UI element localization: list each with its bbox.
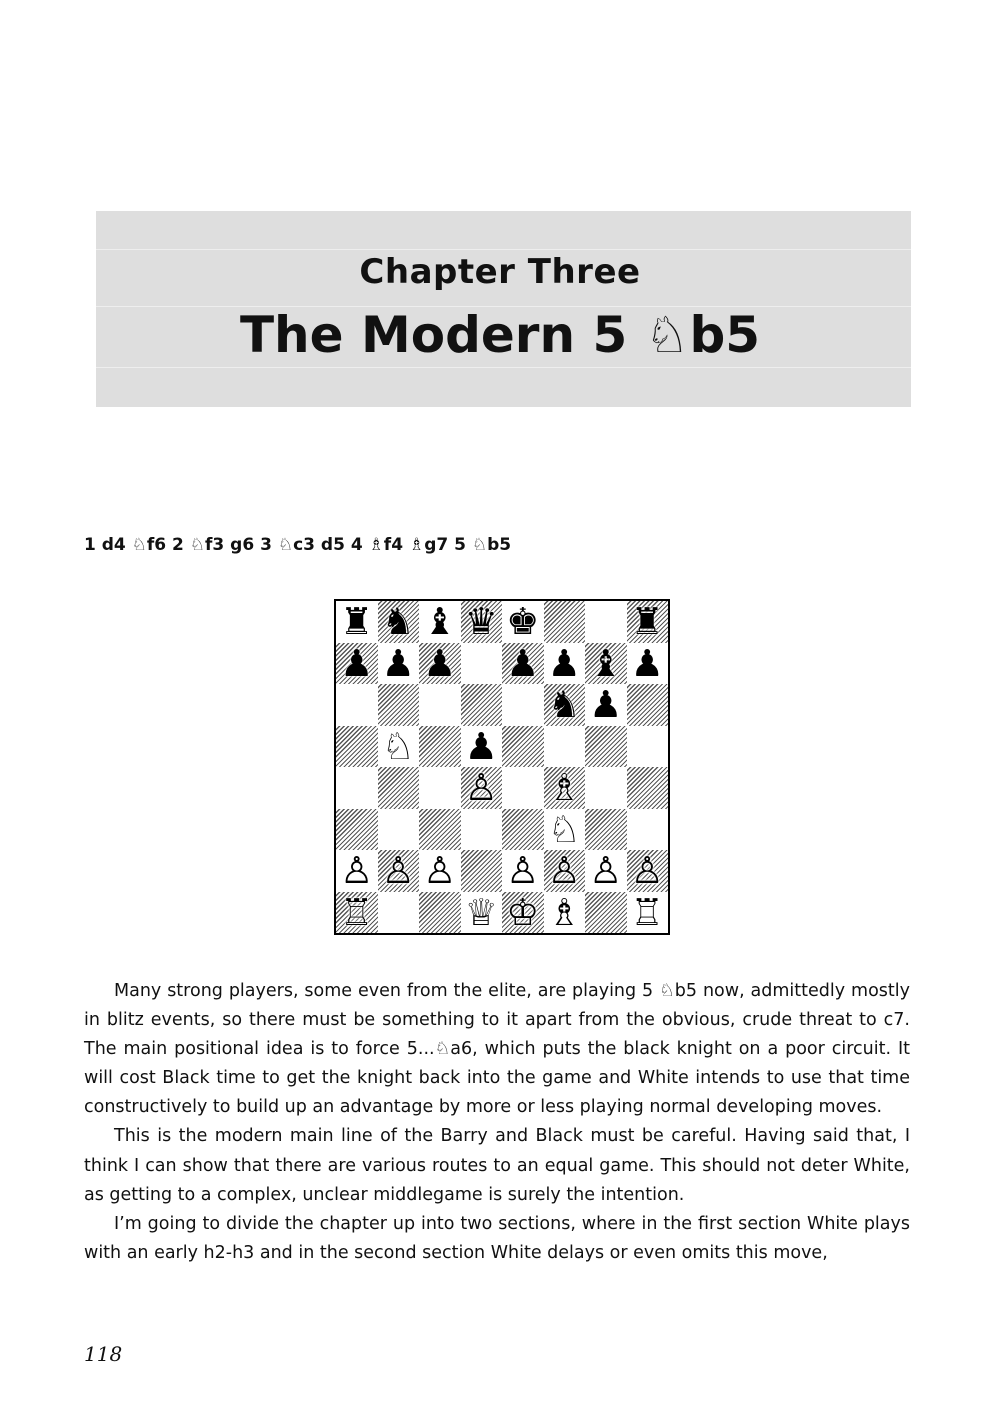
chess-piece: ♟: [464, 725, 498, 767]
board-square: [627, 767, 669, 809]
board-square: [461, 767, 503, 809]
board-square: [378, 643, 420, 685]
chess-piece: ♜: [340, 601, 374, 643]
board-square: [419, 892, 461, 934]
board-square: [544, 684, 586, 726]
board-square: [461, 809, 503, 851]
board-square: [419, 601, 461, 643]
board-square: [461, 643, 503, 685]
chess-piece: ♖: [630, 891, 664, 933]
chess-piece: ♘: [547, 808, 581, 850]
chess-piece: ♙: [340, 850, 374, 892]
paragraph: Many strong players, some even from the elite, are playing 5 ♘b5 now, admittedly mostly in blitz events, so there must be something to it apart from the obvious, crude threat to c7. The main positional idea is to force 5...♘a6, which puts the black knight on a poor circuit. It will cost Black time to get the knight back into the game and White intends to use that time constructively to build up an advantage by more or less playing normal developing moves.: [84, 981, 910, 1118]
board-square: [502, 850, 544, 892]
board-square: [378, 684, 420, 726]
chess-piece: ♟: [630, 642, 664, 684]
board-square: [378, 767, 420, 809]
board-square: [378, 850, 420, 892]
board-square: [627, 850, 669, 892]
board-square: [585, 850, 627, 892]
chess-piece: ♘: [381, 725, 415, 767]
board-square: [336, 684, 378, 726]
chess-piece: ♗: [547, 767, 581, 809]
chess-piece: ♟: [340, 642, 374, 684]
board-square: [502, 601, 544, 643]
board-square: [502, 767, 544, 809]
page-number: 118: [84, 1342, 123, 1366]
board-square: [627, 643, 669, 685]
board-square: [585, 726, 627, 768]
board-square: [502, 726, 544, 768]
board-square: [585, 601, 627, 643]
board-square: [336, 643, 378, 685]
board-square: [461, 850, 503, 892]
board-square: [627, 601, 669, 643]
chess-piece: ♙: [423, 850, 457, 892]
board-square: [336, 850, 378, 892]
board-square: [378, 892, 420, 934]
paragraph: I’m going to divide the chapter up into two sections, where in the first section White plays with an early h2-h3 and in the second section White delays or even omits this move,: [84, 1213, 910, 1263]
chess-diagram: [334, 599, 670, 935]
chess-piece: ♟: [423, 642, 457, 684]
chess-piece: ♔: [506, 891, 540, 933]
body-text: [84, 977, 910, 1268]
chess-piece: ♝: [423, 601, 457, 643]
board-square: [627, 809, 669, 851]
board-square: [585, 767, 627, 809]
chess-piece: ♕: [464, 891, 498, 933]
board-square: [336, 726, 378, 768]
board-square: [419, 767, 461, 809]
chess-piece: ♙: [464, 767, 498, 809]
board-square: [544, 850, 586, 892]
board-square: [627, 892, 669, 934]
board-square: [461, 892, 503, 934]
board-square: [419, 643, 461, 685]
board-square: [336, 892, 378, 934]
board-square: [627, 726, 669, 768]
chess-piece: ♞: [547, 684, 581, 726]
board-square: [544, 643, 586, 685]
board-square: [419, 850, 461, 892]
board-square: [502, 809, 544, 851]
board-square: [461, 601, 503, 643]
chess-piece: ♙: [506, 850, 540, 892]
board-square: [419, 726, 461, 768]
board-square: [378, 726, 420, 768]
chess-piece: ♟: [547, 642, 581, 684]
board-square: [336, 767, 378, 809]
chess-piece: ♙: [381, 850, 415, 892]
board-square: [378, 809, 420, 851]
board-square: [544, 767, 586, 809]
board-square: [378, 601, 420, 643]
chess-piece: ♛: [464, 601, 498, 643]
board-square: [585, 643, 627, 685]
board-square: [544, 809, 586, 851]
paragraph: This is the modern main line of the Barry and Black must be careful. Having said that, I think I can show that there are various routes to an equal game. This should not deter White, as getting to a complex, unclear middlegame is surely the intention.: [84, 1126, 910, 1205]
board-square: [502, 643, 544, 685]
board-square: [461, 684, 503, 726]
board-square: [544, 726, 586, 768]
chess-piece: ♖: [340, 891, 374, 933]
board-square: [336, 601, 378, 643]
board-square: [544, 892, 586, 934]
chess-piece: ♟: [589, 684, 623, 726]
board-square: [585, 684, 627, 726]
chess-piece: ♙: [547, 850, 581, 892]
board-square: [585, 809, 627, 851]
opening-moves: 1 d4 ♘f6 2 ♘f3 g6 3 ♘c3 d5 4 ♗f4 ♗g7 5 ♘b5: [84, 535, 512, 555]
board-square: [544, 601, 586, 643]
chapter-title: The Modern 5 ♘b5: [239, 306, 761, 364]
chess-piece: ♝: [589, 642, 623, 684]
board-square: [336, 809, 378, 851]
chess-piece: ♜: [630, 601, 664, 643]
chess-piece: ♟: [506, 642, 540, 684]
board-square: [502, 684, 544, 726]
chess-piece: ♟: [381, 642, 415, 684]
board-square: [419, 809, 461, 851]
board-square: [502, 892, 544, 934]
chapter-label: Chapter Three: [359, 252, 641, 292]
chess-piece: ♞: [381, 601, 415, 643]
chess-piece: ♙: [630, 850, 664, 892]
header-rule: [96, 367, 911, 368]
board-square: [627, 684, 669, 726]
board-square: [585, 892, 627, 934]
chess-piece: ♗: [547, 891, 581, 933]
header-rule: [96, 249, 911, 250]
chess-piece: ♚: [506, 601, 540, 643]
chess-piece: ♙: [589, 850, 623, 892]
board-square: [419, 684, 461, 726]
board-square: [461, 726, 503, 768]
